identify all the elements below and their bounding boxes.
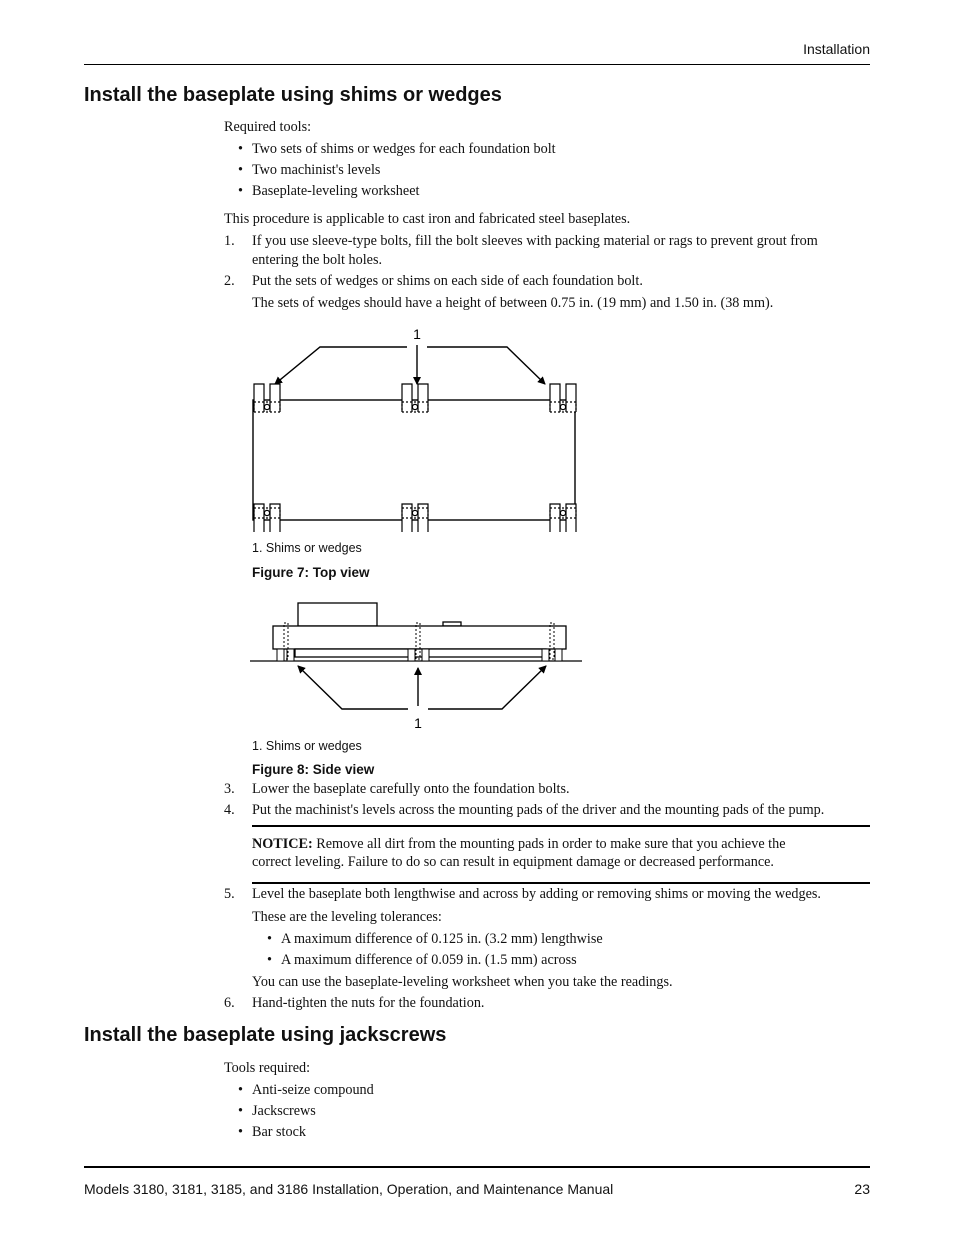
figure-7-legend: 1. Shims or wedges bbox=[252, 541, 362, 555]
section-title-jackscrews: Install the baseplate using jackscrews bbox=[84, 1024, 447, 1046]
step-1-line-1: If you use sleeve-type bolts, fill the bolt sleeves with packing material or rags to prevent grout from bbox=[252, 233, 818, 249]
step-number: 3. bbox=[224, 781, 235, 797]
bolt-hole bbox=[412, 510, 417, 515]
tolerance-item: • A maximum difference of 0.059 in. (1.5 mm) across bbox=[281, 950, 577, 970]
footer-manual-title: Models 3180, 3181, 3185, and 3186 Installation, Operation, and Maintenance Manual bbox=[84, 1181, 614, 1197]
tolerance-item: • A maximum difference of 0.125 in. (3.2 mm) lengthwise bbox=[281, 929, 603, 949]
step-2-text: Put the sets of wedges or shims on each side of each foundation bolt. bbox=[252, 273, 643, 289]
notice-line-2: correct leveling. Failure to do so can result in equipment damage or decreased performance. bbox=[252, 854, 774, 870]
figure-8-legend: 1. Shims or wedges bbox=[252, 739, 362, 753]
tools-required-label: Tools required: bbox=[224, 1060, 311, 1076]
tool-item: • Two machinist's levels bbox=[252, 160, 380, 180]
notice-rule-top bbox=[252, 825, 870, 827]
step-5-sub: These are the leveling tolerances: bbox=[252, 909, 442, 925]
page-number: 23 bbox=[854, 1181, 870, 1197]
figure-7-top-view bbox=[240, 320, 600, 545]
shim-right bbox=[566, 384, 576, 412]
shim-right bbox=[270, 384, 280, 412]
baseplate-side bbox=[273, 626, 566, 649]
figure-7-callout: 1 bbox=[413, 326, 421, 342]
step-number: 6. bbox=[224, 995, 235, 1011]
step-1-line-2: entering the bolt holes. bbox=[252, 252, 383, 268]
shim-left bbox=[402, 384, 412, 412]
required-tools-label: Required tools: bbox=[224, 119, 312, 135]
figure-8-side-view bbox=[250, 598, 590, 732]
notice-text: Remove all dirt from the mounting pads in order to make sure that you achieve the bbox=[312, 836, 786, 852]
footer-rule bbox=[84, 1166, 870, 1168]
shim-left bbox=[254, 384, 264, 412]
bolt-hole bbox=[560, 404, 565, 409]
step-number: 2. bbox=[224, 273, 235, 289]
bolt-hole bbox=[264, 404, 269, 409]
step-number: 1. bbox=[224, 233, 235, 249]
tool-item: • Bar stock bbox=[252, 1122, 306, 1142]
step-number: 5. bbox=[224, 886, 235, 902]
step-5-text: Level the baseplate both lengthwise and across by adding or removing shims or moving the wedges. bbox=[252, 886, 821, 902]
step-3-text: Lower the baseplate carefully onto the foundation bolts. bbox=[252, 781, 570, 797]
driver-block bbox=[298, 603, 377, 626]
notice-label: NOTICE: bbox=[252, 836, 313, 852]
step-4-text: Put the machinist's levels across the mounting pads of the driver and the mounting pads of the pump. bbox=[252, 802, 825, 818]
notice-line-1 bbox=[252, 834, 786, 854]
bolt-hole bbox=[264, 510, 269, 515]
step-number: 4. bbox=[224, 802, 235, 818]
figure-8-callout: 1 bbox=[414, 715, 422, 731]
step-5-after: You can use the baseplate-leveling worksheet when you take the readings. bbox=[252, 974, 673, 990]
step-6-text: Hand-tighten the nuts for the foundation. bbox=[252, 995, 485, 1011]
step-2-note: The sets of wedges should have a height of between 0.75 in. (19 mm) and 1.50 in. (38 mm). bbox=[252, 295, 774, 311]
tool-item: • Two sets of shims or wedges for each foundation bolt bbox=[252, 139, 556, 159]
bolt-hole bbox=[412, 404, 417, 409]
tool-item: • Anti-seize compound bbox=[252, 1080, 374, 1100]
figure-8-title: Figure 8: Side view bbox=[252, 762, 375, 777]
bolt-hole bbox=[560, 510, 565, 515]
header-rule bbox=[84, 64, 870, 65]
section-title-shims: Install the baseplate using shims or wedges bbox=[84, 84, 502, 106]
shim-left bbox=[550, 384, 560, 412]
intro-paragraph: This procedure is applicable to cast iron and fabricated steel baseplates. bbox=[224, 211, 631, 227]
tool-item: • Jackscrews bbox=[252, 1101, 316, 1121]
figure-7-title: Figure 7: Top view bbox=[252, 565, 370, 580]
shim-right bbox=[418, 384, 428, 412]
running-header: Installation bbox=[803, 41, 870, 57]
baseplate-outline bbox=[253, 400, 575, 520]
tool-item: • Baseplate-leveling worksheet bbox=[252, 181, 419, 201]
